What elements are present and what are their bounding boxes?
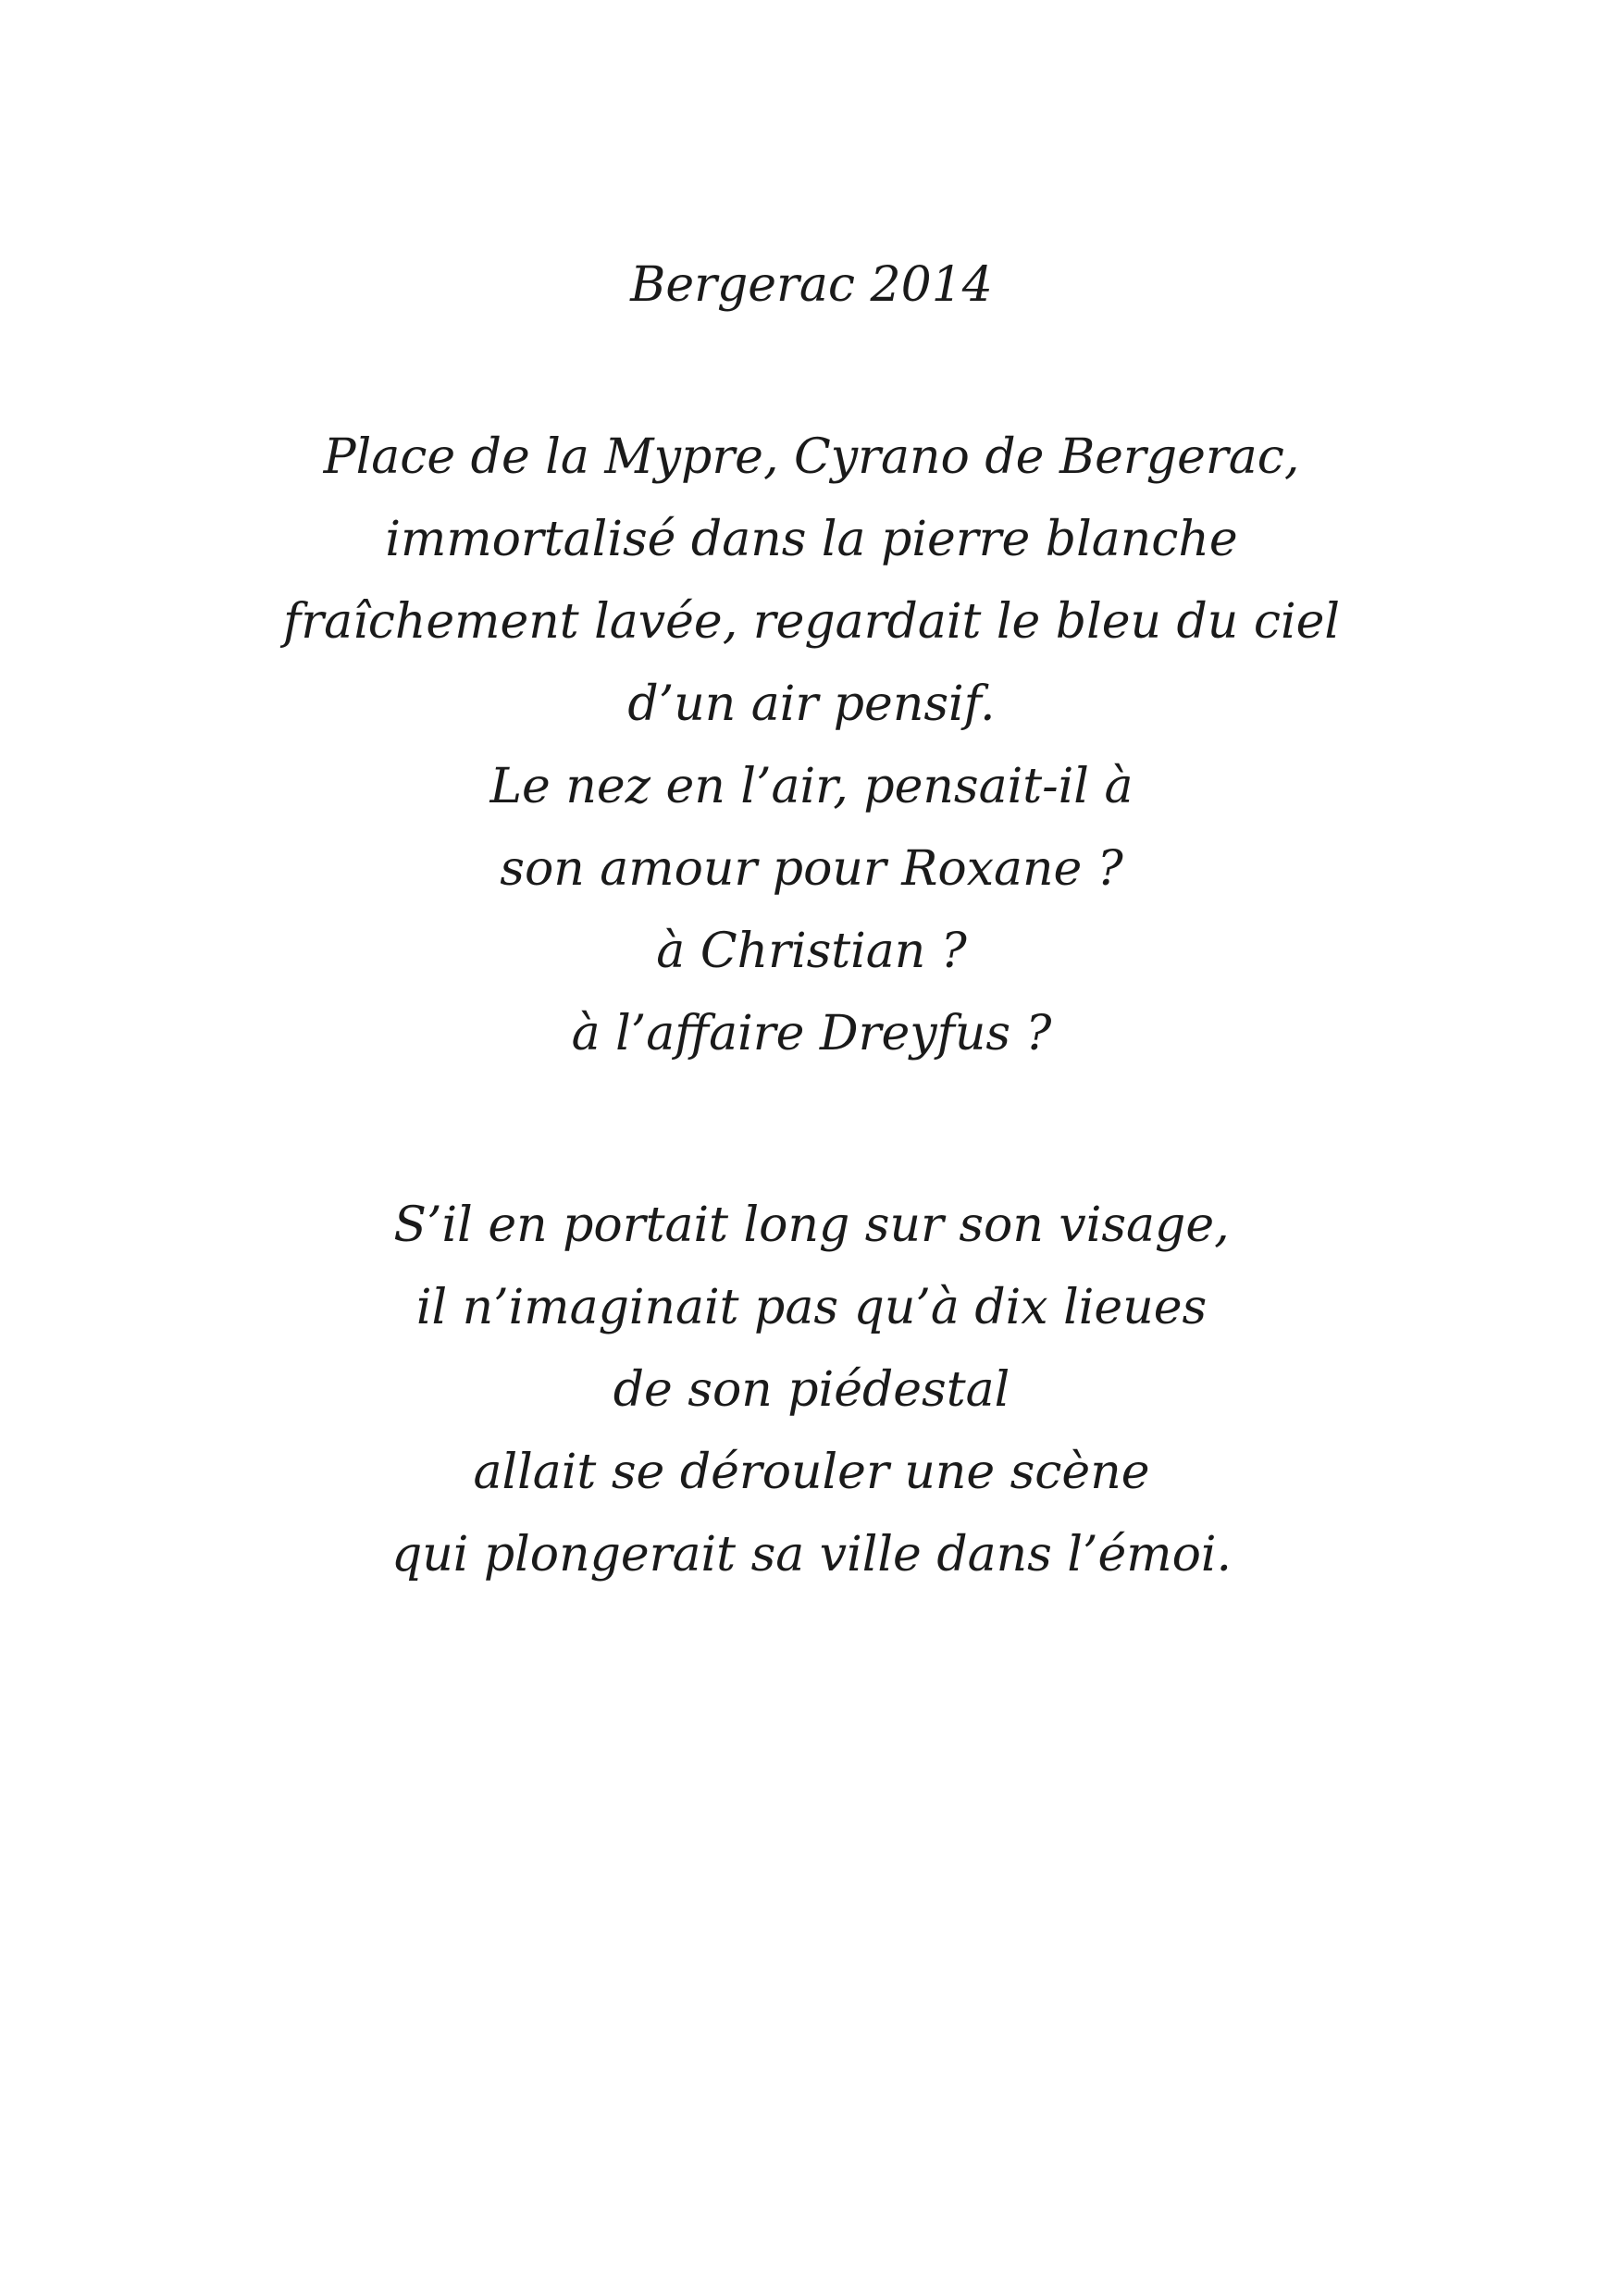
poem-title: Bergerac 2014 — [630, 257, 993, 313]
verse-line: son amour pour Roxane ? — [500, 841, 1123, 897]
verse-line: allait se dérouler une scène — [473, 1445, 1150, 1500]
stanza-1 — [0, 416, 1623, 1075]
verse-line: à l’affaire Dreyfus ? — [571, 1006, 1052, 1061]
stanza-2 — [0, 1185, 1623, 1596]
verse-line: fraîchement lavée, regardait le bleu du ciel — [283, 594, 1340, 650]
verse-line: Le nez en l’air, pensait-il à — [489, 759, 1134, 814]
verse-line: il n’imaginait pas qu’à dix lieues — [415, 1280, 1208, 1335]
verse-line: immortalisé dans la pierre blanche — [385, 512, 1238, 567]
verse-line: de son piédestal — [613, 1362, 1010, 1418]
verse-line: Place de la Mypre, Cyrano de Bergerac, — [323, 429, 1300, 485]
verse-line: d’un air pensif. — [627, 676, 996, 732]
verse-line: à Christian ? — [656, 924, 967, 979]
verse-line: qui plongerait sa ville dans l’émoi. — [390, 1527, 1233, 1582]
verse-line: S’il en portait long sur son visage, — [393, 1198, 1230, 1253]
